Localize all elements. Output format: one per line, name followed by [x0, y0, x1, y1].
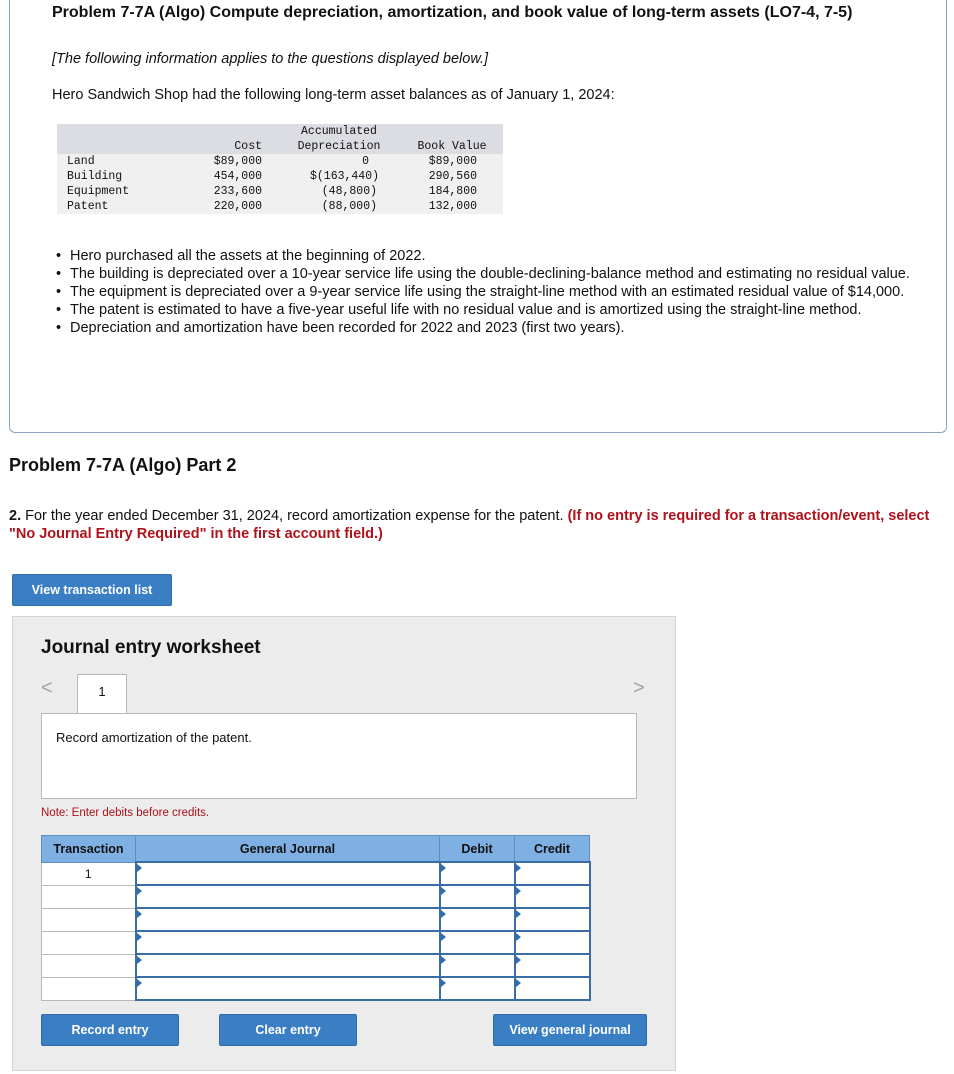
account-input[interactable] — [136, 862, 440, 885]
transaction-cell — [42, 954, 136, 977]
row-accum: $(163,440) — [309, 170, 379, 183]
worksheet-title: Journal entry worksheet — [41, 637, 261, 658]
account-input[interactable] — [136, 885, 440, 908]
info-note: [The following information applies to the questions displayed below.] — [52, 51, 489, 67]
credit-input[interactable] — [515, 885, 590, 908]
header-cost: Cost — [234, 140, 262, 153]
debit-input[interactable] — [440, 977, 515, 1000]
transaction-cell — [42, 977, 136, 1000]
table-row — [42, 862, 590, 885]
question-body: For the year ended December 31, 2024, record amortization expense for the patent. — [25, 508, 564, 524]
row-book: 290,560 — [428, 170, 477, 183]
table-row — [42, 931, 590, 954]
credit-input[interactable] — [515, 931, 590, 954]
transaction-cell — [42, 885, 136, 908]
intro-text: Hero Sandwich Shop had the following long-term asset balances as of January 1, 2024: — [52, 87, 615, 103]
list-item: • Depreciation and amortization have been recorded for 2022 and 2023 (first two years). — [52, 319, 912, 337]
question-text — [9, 507, 954, 543]
col-debit: Debit — [440, 836, 515, 863]
row-cost: $89,000 — [213, 155, 262, 168]
col-credit: Credit — [515, 836, 590, 863]
list-item: • The equipment is depreciated over a 9-year service life using the straight-line method with an estimated residual value of $14,000. — [52, 283, 912, 301]
account-input[interactable] — [136, 931, 440, 954]
debit-input[interactable] — [440, 954, 515, 977]
problem-title: Problem 7-7A (Algo) Compute depreciation, amortization, and book value of long-term assets (LO7-4, 7-5) — [52, 4, 853, 21]
row-accum: 0 — [362, 155, 369, 168]
credit-input[interactable] — [515, 977, 590, 1000]
row-name: Land — [67, 155, 95, 168]
row-name: Patent — [67, 200, 109, 213]
row-cost: 233,600 — [213, 185, 262, 198]
list-item: • The building is depreciated over a 10-year service life using the double-declining-balance method and estimating no residual value. — [52, 265, 912, 283]
part-title: Problem 7-7A (Algo) Part 2 — [9, 455, 237, 475]
facts-list — [52, 247, 912, 337]
question-instruction: (If no entry is required for a transaction/event, select "No Journal Entry Required" in the first account field.) — [9, 508, 930, 542]
entry-note: Note: Enter debits before credits. — [41, 807, 210, 819]
tab-transaction-1[interactable]: 1 — [77, 674, 127, 714]
credit-input[interactable] — [515, 954, 590, 977]
header-book-value: Book Value — [417, 140, 487, 153]
list-item: • Hero purchased all the assets at the beginning of 2022. — [52, 247, 912, 265]
account-input[interactable] — [136, 908, 440, 931]
journal-entry-worksheet — [12, 616, 676, 1071]
transaction-cell — [42, 908, 136, 931]
row-accum: (48,800) — [321, 185, 377, 198]
clear-entry-button[interactable]: Clear entry — [219, 1014, 357, 1046]
header-depreciation: Depreciation — [297, 140, 381, 153]
credit-input[interactable] — [515, 908, 590, 931]
table-row — [42, 885, 590, 908]
row-cost: 220,000 — [213, 200, 262, 213]
table-row — [42, 977, 590, 1000]
row-name: Equipment — [67, 185, 130, 198]
chevron-left-icon[interactable]: < — [41, 677, 53, 699]
table-row — [42, 908, 590, 931]
debit-input[interactable] — [440, 908, 515, 931]
transaction-cell — [42, 931, 136, 954]
header-accumulated: Accumulated — [301, 125, 377, 138]
question-number: 2. — [9, 508, 22, 524]
transaction-description: Record amortization of the patent. — [41, 713, 637, 799]
col-transaction: Transaction — [42, 836, 136, 863]
account-input[interactable] — [136, 954, 440, 977]
row-book: 132,000 — [428, 200, 477, 213]
view-general-journal-button[interactable]: View general journal — [493, 1014, 647, 1046]
debit-input[interactable] — [440, 862, 515, 885]
row-cost: 454,000 — [213, 170, 262, 183]
chevron-right-icon[interactable]: > — [633, 677, 645, 699]
debit-input[interactable] — [440, 931, 515, 954]
credit-input[interactable] — [515, 862, 590, 885]
table-row — [42, 954, 590, 977]
list-item: • The patent is estimated to have a five-year useful life with no residual value and is amortized using the straight-line method. — [52, 301, 912, 319]
record-entry-button[interactable]: Record entry — [41, 1014, 179, 1046]
row-name: Building — [67, 170, 123, 183]
debit-input[interactable] — [440, 885, 515, 908]
journal-entry-table — [41, 835, 591, 1001]
col-general-journal: General Journal — [136, 836, 440, 863]
transaction-cell: 1 — [42, 862, 136, 885]
view-transaction-list-button[interactable]: View transaction list — [12, 574, 172, 606]
account-input[interactable] — [136, 977, 440, 1000]
row-book: 184,800 — [428, 185, 477, 198]
asset-balance-table — [57, 124, 503, 214]
row-accum: (88,000) — [321, 200, 377, 213]
row-book: $89,000 — [428, 155, 477, 168]
